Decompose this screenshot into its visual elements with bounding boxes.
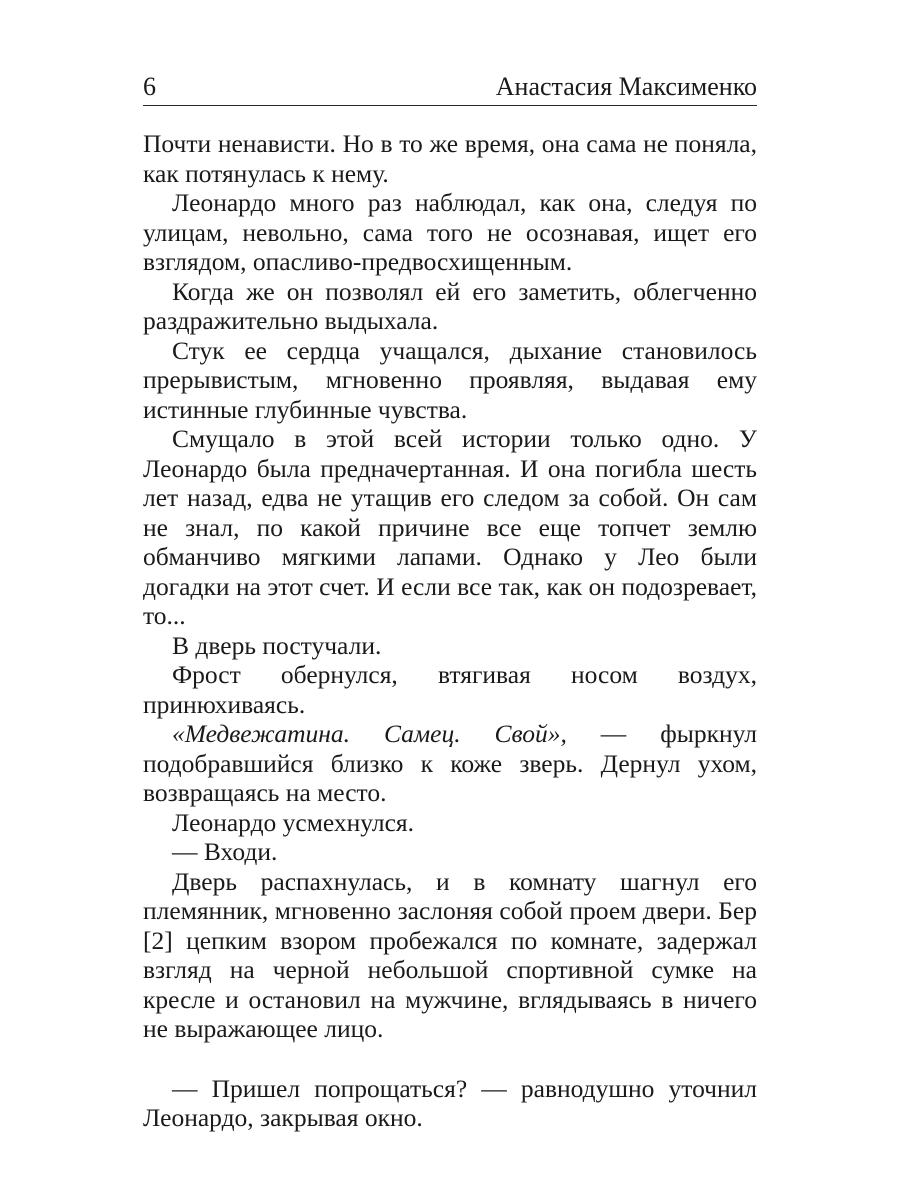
paragraph-8	[143, 719, 757, 808]
paragraph-3: Когда же он позволял ей его заметить, облегченно раздражительно выдыхала.	[143, 276, 757, 335]
header-rule	[143, 105, 757, 106]
paragraph-7: Фрост обернулся, втягивая носом воздух, принюхиваясь.	[143, 660, 757, 719]
paragraph-12: — Пришел попрощаться? — равнодушно уточнил Леонардо, закрывая окно.	[143, 1073, 757, 1132]
running-header	[143, 68, 757, 102]
paragraph-4: Стук ее сердца учащался, дыхание становилось прерывистым, мгновенно проявляя, выдавая ему истинные глубинные чувства.	[143, 335, 757, 424]
inner-voice-quote: «Медвежатина. Самец. Свой»,	[172, 719, 567, 748]
paragraph-11: Дверь распахнулась, и в комнату шагнул его племянник, мгновенно заслоняя собой проем двери. Бер [2] цепким взором пробежался по комнате, задержал взгляд на черной небольшой спортивной сумке на кресле и остановил на мужчине, вглядываясь в ничего не выражающее лицо.	[143, 866, 757, 1043]
page-number: 6	[143, 72, 156, 101]
paragraph-1: Почти ненависти. Но в то же время, она сама не поняла, как потянулась к нему.	[143, 129, 757, 188]
paragraph-9: Леонардо усмехнулся.	[172, 807, 415, 837]
paragraph-2: Леонардо много раз наблюдал, как она, следуя по улицам, невольно, сама того не осознавая, ищет его взглядом, опасливо-предвосхищенным.	[143, 188, 757, 276]
book-page	[143, 0, 757, 1200]
author-name: Анастасия Максименко	[495, 72, 757, 101]
paragraph-5: Смущало в этой всей истории только одно. У Леонардо была предначертанная. И она погибла шесть лет назад, едва не утащив его следом за собой. Он сам не знал, по какой причине все еще топчет землю обманчиво мягкими лапами. Однако у Лео были догадки на этот счет. И если все так, как он подозревает, то...	[143, 424, 757, 630]
paragraph-8-text: — фыркнул подобравшийся близко к коже зверь. Дернул ухом, возвращаясь на место.	[143, 719, 758, 807]
paragraph-10: — Входи.	[172, 837, 278, 866]
paragraph-6: В дверь постучали.	[172, 630, 382, 660]
body-text	[143, 129, 757, 1133]
